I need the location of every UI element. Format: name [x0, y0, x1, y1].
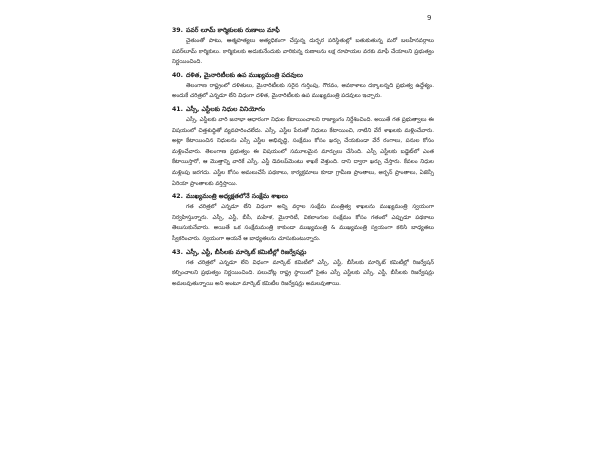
section-number: 39. — [172, 27, 183, 34]
section-heading — [172, 192, 434, 202]
section-number: 41. — [172, 105, 183, 113]
section-paragraph: ఎస్సీ, ఎస్టీలకు వారి జనాభా ఆధారంగా నిధుల కేటాయించాలని రాజ్యాంగం నిర్దేశించింది. అయితే గత ప్రభుత్వాలు ఈ విషయంలో చిత్తశుద్ధితో వ్యవహరించలేదు. ఎస్సీ, ఎస్టీల పేరుతో నిధులు కేటాయించి, నాటిని వేరే శాఖలకు మళ్లించేవారు. అట్లా కేటాయించిన నిధులను ఎస్సీ ఎస్టీల అభివృద్ధి, సంక్షేమం కోసం ఖర్చు చేయకుండా వేరే రంగాలు, పనుల కోసం మళ్లించేవారు. తెలంగాణ ప్రభుత్వం ఈ విషయంలో సమూలమైన మార్పులు చేసింది. ఎస్సీ ఎస్టీలకు బడ్జెట్‌లో ఎంత కేటాయిస్తారో, ఆ మొత్తాన్ని వారికే ఎస్సీ, ఎస్టీ డెవలప్‌మెంటు శాఖకే వెళ్తుంది. దాని ద్వారా ఖర్చు చేస్తారు. కేవలం నిధుల మళ్లింపు జరగదు. ఎస్టీల కోసం అమలుచేసే పథకాలు, కార్యక్రమాలు కూడా గ్రామీణ ప్రాంతాలు, అర్బన్ ప్రాంతాలు, ఏజెన్సీ ఏరియా ప్రాంతాలకు వర్తిస్తాయి. — [172, 116, 434, 187]
section-paragraph: గత చరిత్రలో ఎన్నడూ లేని విధంగా మార్కెట్ కమిటీలో ఎస్సీ, ఎస్టీ, బీసీలకు మార్కెట్ కమిటీల్లో రిజర్వేషన్ కల్పించాలని ప్రభుత్వం నిర్ణయించింది. పలుచోట్ల రాష్ట్ర స్థాయిలో సైతం ఎస్సీ ఎస్టీలకు ఎస్సీ, ఎస్టీ, బీసీలకు రిజర్వేషన్లు అమలవుతున్నాయి అని అంటూ మార్కెట్ కమిటీల రిజర్వేషన్లు అమలవుతాయి. — [172, 259, 434, 287]
section-39 — [172, 26, 434, 68]
document-body — [172, 26, 434, 292]
section-heading — [172, 105, 434, 115]
page-number: 9 — [427, 14, 432, 22]
section-paragraph: గత చరిత్రలో ఎన్నడూ లేని విధంగా అన్ని వర్గాల సంక్షేమ మంత్రిత్వ శాఖలను ముఖ్యమంత్రి స్వయంగా నిర్వహిస్తున్నారు. ఎస్సీ, ఎస్టీ, బీసీ, మహిళ, మైనారిటీ, వికలాంగుల సంక్షేమం కోసం గతంలో ఎప్పుడూ పథకాలు తెలుసుకునేవారు. అయితే ఒక సంక్షేమమంత్రి కాకుండా ముఖ్యమంత్రి & ముఖ్యమంత్రి స్వయంగా కలిసి బాధ్యతలు స్వీకరించారు. స్వయంగా ఆయనే ఆ బాధ్యతలను చూసుకుంటున్నారు. — [172, 204, 434, 242]
section-title: దళిత, మైనారిటీలకు ఉప ముఖ్యమంత్రి పదవులు — [185, 71, 303, 79]
section-title: ఎస్సీ, ఎస్టీలకు నిధుల వినియోగం — [185, 105, 265, 113]
section-41 — [172, 105, 434, 189]
section-title: ఎస్సీ, ఎస్టీ, బీసీలకు మార్కెట్ కమిటీల్లో రిజర్వేషన్లు — [185, 248, 307, 256]
section-paragraph: చైతుంతో పాటు, ఆత్మహత్యలు అత్యధికంగా చేస్తున్న దుర్భర పరిస్థితుల్లో బతుకుతున్న మరో బలహీనవర్గాలు పవర్‌లూమ్ కార్మికులు. కార్మికులకు అదుకునేందుకు వారికున్న రుణాలను లక్ష రూపాయల వరకు మాఫీ చేయాలని ప్రభుత్వం నిర్ణయించింది. — [172, 38, 434, 66]
section-number: 43. — [172, 248, 183, 256]
section-heading — [172, 71, 434, 81]
section-paragraph: తెలంగాణ రాష్ట్రంలో దళితులు, మైనారిటీలకు సరైన గుర్తింపు, గౌరవం, అవకాశాలు దక్కాలన్నది ప్రభుత్వ ఉద్దేశ్యం. అందుకే చరిత్రలో ఎన్నడూ లేని విధంగా దళిత, మైనారిటీలకు ఉప ముఖ్యమంత్రి పదవులు ఇచ్చారు. — [172, 82, 434, 100]
section-title: ముఖ్యమంత్రి అధ్యక్షతలోనే సంక్షేమ శాఖలు — [185, 193, 288, 201]
section-heading — [172, 26, 434, 36]
section-number: 40. — [172, 71, 183, 79]
section-43 — [172, 248, 434, 290]
section-40 — [172, 71, 434, 102]
section-42 — [172, 192, 434, 244]
section-number: 42. — [172, 193, 183, 201]
section-title: పవర్ లూమ్ కార్మికులకు రుణాలు మాఫీ — [185, 27, 280, 34]
section-heading — [172, 248, 434, 258]
